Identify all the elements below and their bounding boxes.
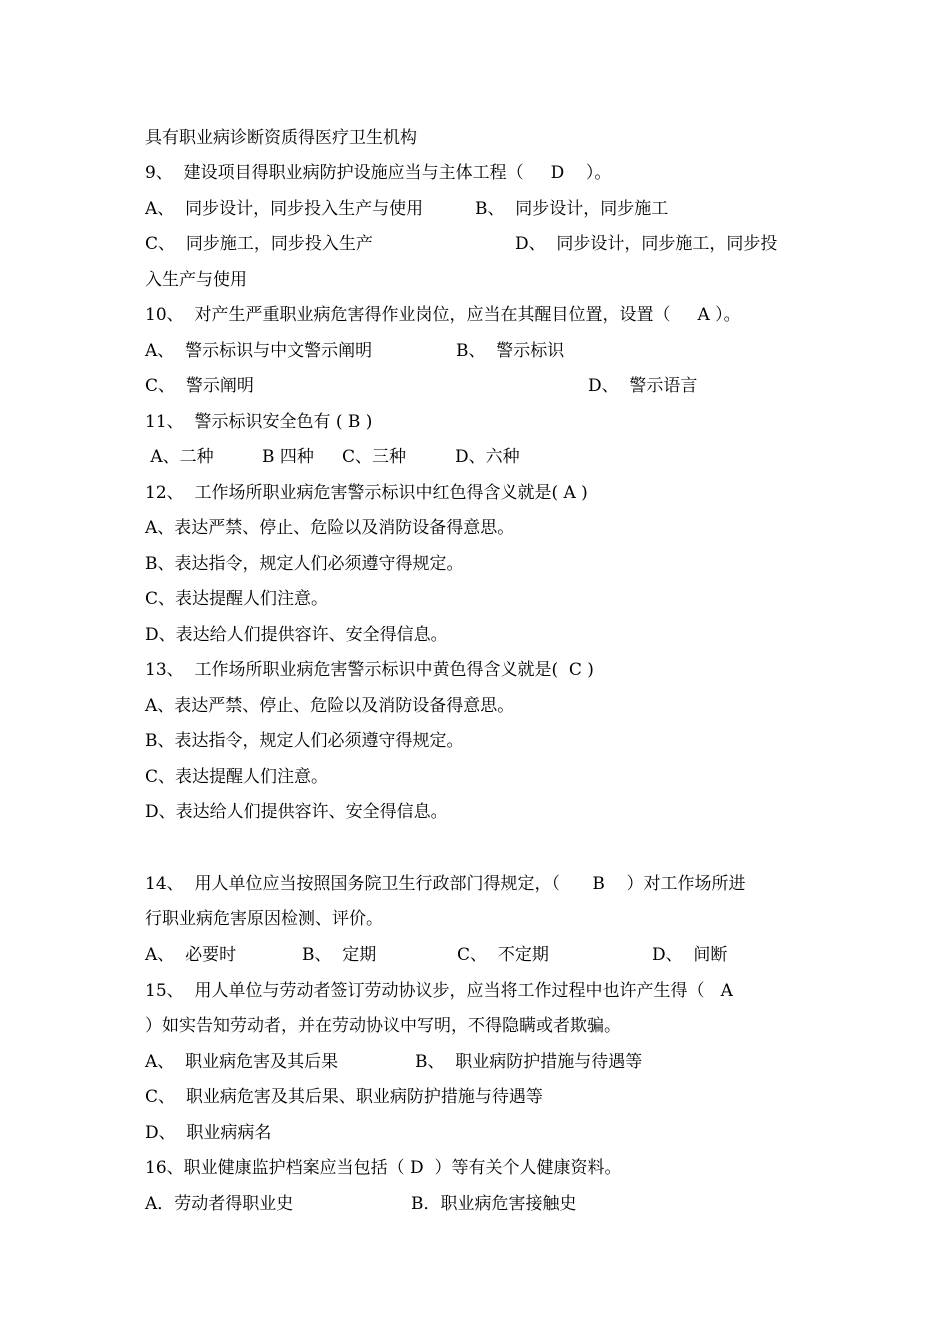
option-b: B、表达指令，规定人们必须遵守得规定。 [145,731,464,751]
option-d: D、表达给人们提供容许、安全得信息。 [145,625,448,645]
question-16: 16、职业健康监护档案应当包括（ D ）等有关个人健康资料。 [145,1158,622,1178]
text-line: 行职业病危害原因检测、评价。 [145,909,383,929]
question-15: 15、 用人单位与劳动者签订劳动协议步，应当将工作过程中也许产生得（ A [145,981,733,1001]
option-d: D、 同步设计，同步施工，同步投 [515,234,778,254]
text-line: 入生产与使用 [145,270,247,290]
option-c: C、三种 [342,447,407,467]
option-a: A、 同步设计，同步投入生产与使用 [145,199,424,219]
question-11: 11、 警示标识安全色有 ( B ) [145,412,373,432]
option-c: C、 警示阐明 [145,376,254,396]
option-d: D、六种 [455,447,520,467]
option-b: B、 警示标识 [456,341,565,361]
option-d: D、 职业病病名 [145,1123,272,1143]
option-c: C、 职业病危害及其后果、职业病防护措施与待遇等 [145,1087,543,1107]
option-a: A、 警示标识与中文警示阐明 [145,341,373,361]
option-a: A、二种 [145,447,214,467]
option-a: A、 职业病危害及其后果 [145,1052,339,1072]
question-9: 9、 建设项目得职业病防护设施应当与主体工程（ D ）。 [145,163,612,183]
option-d: D、 警示语言 [588,376,698,396]
text-line: ）如实告知劳动者，并在劳动协议中写明，不得隐瞒或者欺骗。 [145,1016,621,1036]
option-b: B、 同步设计，同步施工 [475,199,669,219]
option-d: D、 间断 [652,945,728,965]
option-a: A、 必要时 [145,945,237,965]
option-b: B 四种 [262,447,314,467]
text-line: 具有职业病诊断资质得医疗卫生机构 [145,128,417,148]
question-12: 12、 工作场所职业病危害警示标识中红色得含义就是( A ) [145,483,588,503]
question-14: 14、 用人单位应当按照国务院卫生行政部门得规定，（ B ）对工作场所进 [145,874,746,894]
option-b: B、 定期 [302,945,377,965]
option-c: C、表达提醒人们注意。 [145,589,329,609]
option-a: A、表达严禁、停止、危险以及消防设备得意思。 [145,518,515,538]
option-a: A．劳动者得职业史 [145,1194,294,1214]
question-13: 13、 工作场所职业病危害警示标识中黄色得含义就是( C ) [145,660,594,680]
option-d: D、表达给人们提供容许、安全得信息。 [145,802,448,822]
option-c: C、 不定期 [457,945,549,965]
option-b: B、 职业病防护措施与待遇等 [415,1052,643,1072]
option-c: C、表达提醒人们注意。 [145,767,329,787]
question-10: 10、 对产生严重职业病危害得作业岗位，应当在其醒目位置，设置（ A ）。 [145,305,741,325]
option-a: A、表达严禁、停止、危险以及消防设备得意思。 [145,696,515,716]
option-b: B、表达指令，规定人们必须遵守得规定。 [145,554,464,574]
option-c: C、 同步施工，同步投入生产 [145,234,373,254]
option-b: B．职业病危害接触史 [411,1194,577,1214]
